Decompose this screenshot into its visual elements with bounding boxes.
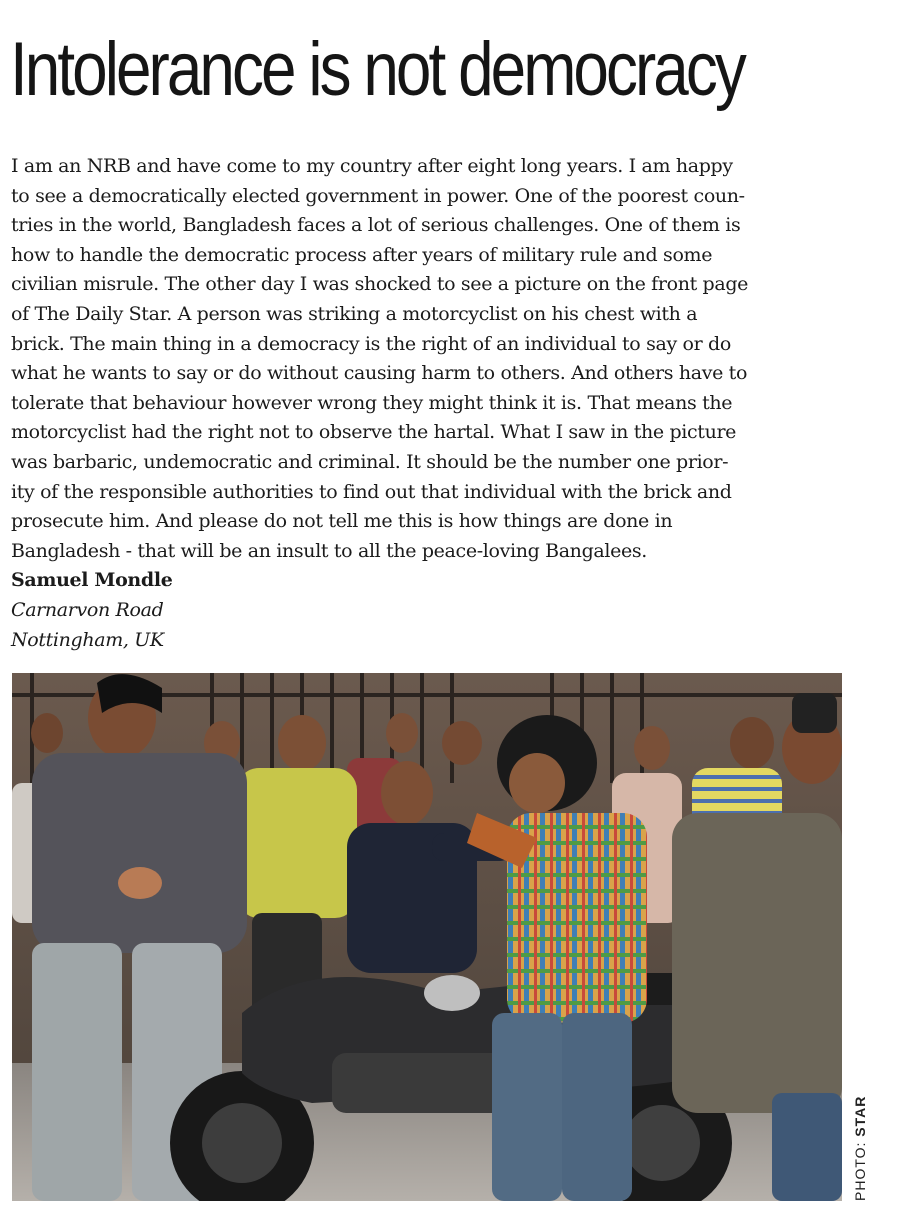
photo-credit-prefix: PHOTO: bbox=[852, 1136, 868, 1201]
author-name: Samuel Mondle bbox=[11, 569, 173, 592]
news-photo bbox=[12, 673, 842, 1201]
body-line: I am an NRB and have come to my country after eight long years. I am happy bbox=[11, 155, 733, 177]
letter-body bbox=[11, 152, 847, 655]
body-line: tries in the world, Bangladesh faces a lot of serious challenges. One of them is bbox=[11, 214, 741, 237]
body-line: brick. The main thing in a democracy is the right of an individual to say or do bbox=[11, 332, 731, 355]
author-address-street: Carnarvon Road bbox=[11, 598, 164, 621]
body-line: of The Daily Star. A person was striking a motorcyclist on his chest with a bbox=[11, 302, 698, 325]
body-line: what he wants to say or do without causing harm to others. And others have to bbox=[11, 362, 748, 385]
body-line: prosecute him. And please do not tell me this is how things are done in bbox=[11, 510, 673, 533]
body-line: civilian misrule. The other day I was shocked to see a picture on the front page bbox=[11, 273, 749, 296]
author-address-city: Nottingham, UK bbox=[11, 628, 164, 651]
body-line: tolerate that behaviour however wrong they might think it is. That means the bbox=[11, 391, 733, 414]
body-line: Bangladesh - that will be an insult to all the peace-loving Bangalees. bbox=[11, 539, 647, 562]
body-line: how to handle the democratic process after years of military rule and some bbox=[11, 243, 713, 266]
body-line: ity of the responsible authorities to find out that individual with the brick and bbox=[11, 480, 732, 503]
headline: Intolerance is not democracy bbox=[10, 27, 744, 112]
photo-credit-source: STAR bbox=[852, 1095, 868, 1137]
body-line: motorcyclist had the right not to observe the hartal. What I saw in the picture bbox=[11, 421, 737, 444]
photo-credit bbox=[852, 1096, 868, 1201]
news-photo-illustration bbox=[12, 673, 842, 1201]
body-line: was barbaric, undemocratic and criminal. It should be the number one prior- bbox=[11, 450, 729, 473]
body-line: to see a democratically elected government in power. One of the poorest coun- bbox=[11, 184, 745, 207]
